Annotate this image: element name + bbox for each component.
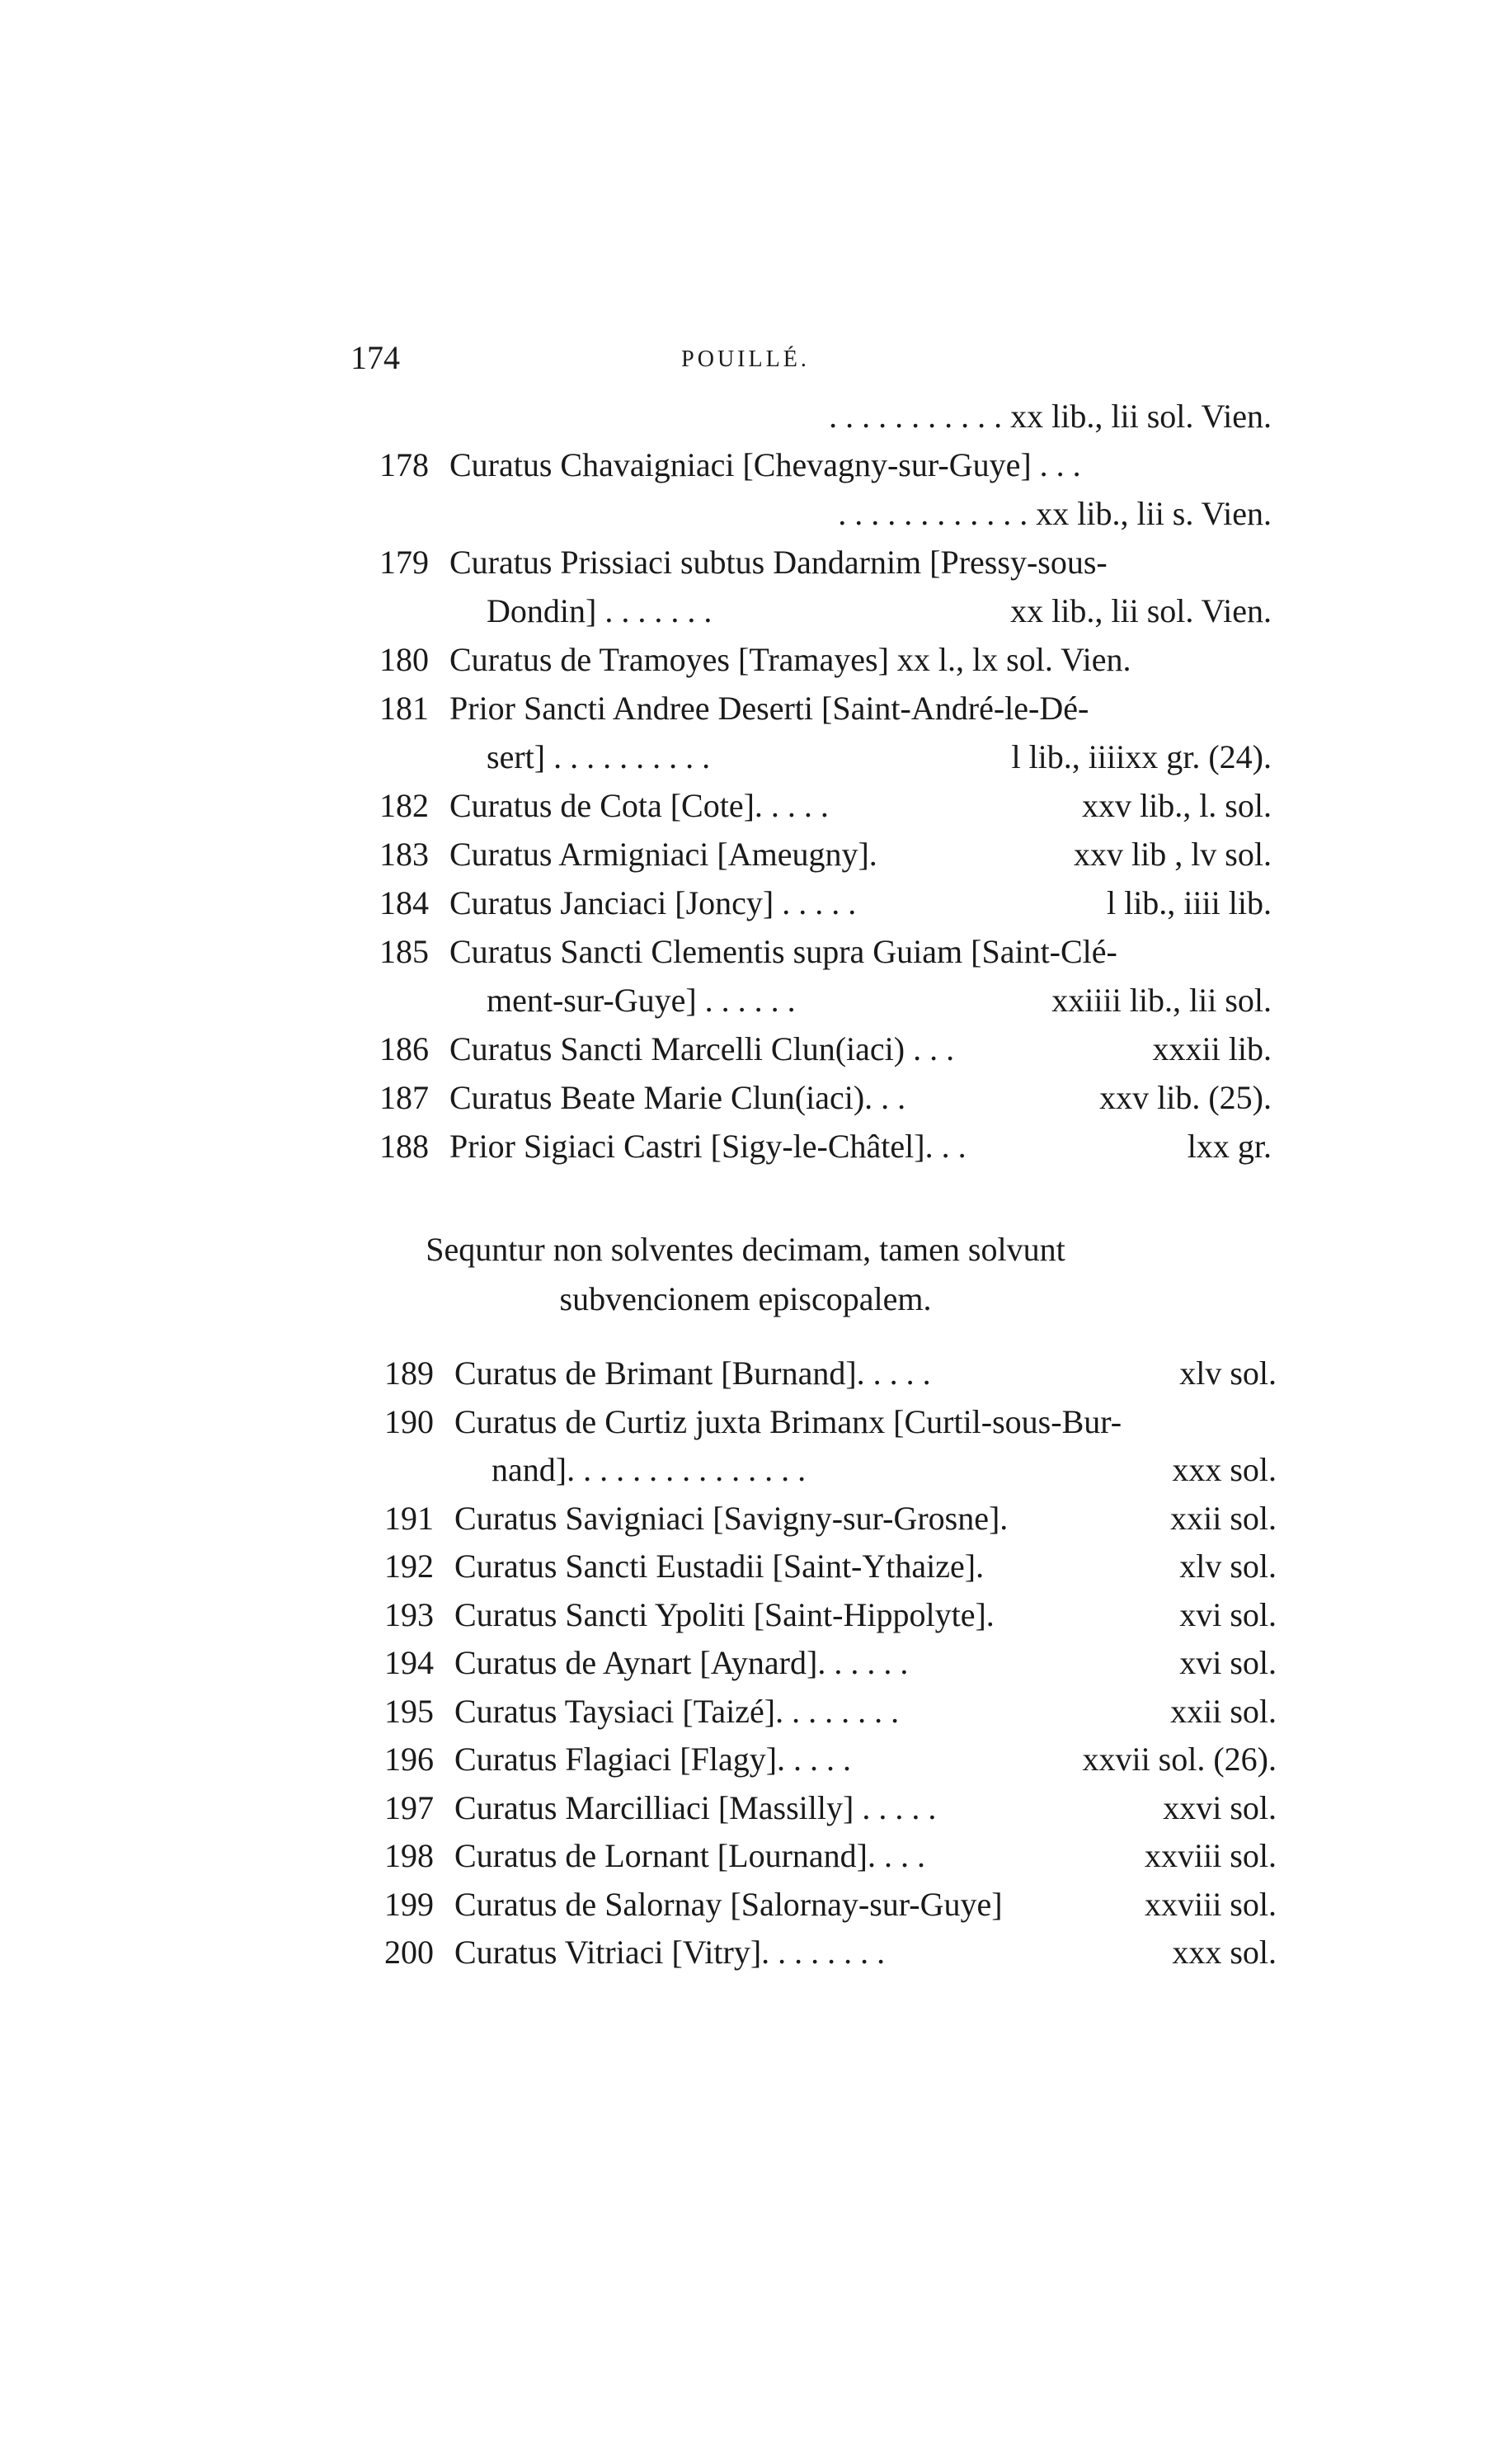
entry-line bbox=[379, 879, 1272, 928]
entry-amount: xxx sol. bbox=[1172, 1451, 1277, 1488]
entry-line bbox=[384, 1638, 1277, 1688]
entry-number: 183 bbox=[379, 836, 429, 873]
entry-line bbox=[379, 1073, 1272, 1123]
entry-number: 193 bbox=[384, 1595, 434, 1633]
entry-amount: xlv sol. bbox=[1179, 1548, 1277, 1585]
entry-line bbox=[384, 1397, 1277, 1447]
entry-number: 188 bbox=[379, 1128, 429, 1165]
running-title: POUILLÉ. bbox=[681, 346, 810, 372]
entry-text: Curatus Sancti Clementis supra Guiam [Saint-Clé- bbox=[449, 933, 1117, 970]
entry-number: 178 bbox=[379, 446, 429, 483]
entry-text: Curatus Taysiaci [Taizé]. . . . . . . . bbox=[454, 1692, 900, 1730]
entry-amount: xxv lib. (25). bbox=[1099, 1079, 1272, 1116]
entry-line bbox=[379, 441, 1272, 490]
entry-text: Dondin] . . . . . . . bbox=[487, 592, 713, 629]
entry-amount: xxiiii lib., lii sol. bbox=[1051, 982, 1272, 1019]
entry-line bbox=[379, 1122, 1272, 1171]
entry-number: 198 bbox=[384, 1837, 434, 1874]
entry-amount: xxvii sol. (26). bbox=[1082, 1741, 1277, 1778]
entry-text: Curatus Savigniaci [Savigny-sur-Grosne]. bbox=[454, 1499, 1009, 1537]
entry-text: Curatus Sancti Ypoliti [Saint-Hippolyte]. bbox=[454, 1595, 995, 1633]
entry-text: Curatus Marcilliaci [Massilly] . . . . . bbox=[454, 1788, 937, 1826]
entry-line bbox=[384, 1687, 1277, 1736]
entry-amount: l lib., iiii lib. bbox=[1106, 884, 1272, 921]
entry-line bbox=[384, 1542, 1277, 1591]
entry-line bbox=[379, 635, 1272, 685]
entry-amount: xxx sol. bbox=[1172, 1934, 1277, 1971]
entry-text: Curatus de Tramoyes [Tramayes] xx l., lx sol. Vien. bbox=[449, 641, 1131, 678]
entry-line bbox=[384, 1783, 1277, 1833]
entry-line bbox=[379, 684, 1272, 733]
entry-number: 199 bbox=[384, 1885, 434, 1923]
entry-number: 186 bbox=[379, 1030, 429, 1067]
entry-number: 179 bbox=[379, 544, 429, 581]
entry-line bbox=[384, 1494, 1277, 1543]
entry-line bbox=[379, 781, 1272, 831]
entry-line bbox=[384, 1880, 1277, 1929]
entry-line bbox=[379, 733, 1272, 782]
entry-number: 195 bbox=[384, 1692, 434, 1730]
entry-number: 200 bbox=[384, 1934, 434, 1971]
entry-line bbox=[379, 927, 1272, 977]
entry-text: Curatus Chavaigniaci [Chevagny-sur-Guye] . . . bbox=[449, 446, 1081, 483]
entry-line bbox=[379, 392, 1272, 441]
entry-number: 182 bbox=[379, 787, 429, 824]
entry-text: Curatus Vitriaci [Vitry]. . . . . . . . bbox=[454, 1934, 886, 1971]
entry-amount: lxx gr. bbox=[1187, 1128, 1272, 1165]
entry-amount: xxii sol. bbox=[1170, 1499, 1277, 1537]
entry-text: Curatus de Cota [Cote]. . . . . bbox=[449, 787, 829, 824]
entry-amount: xxvi sol. bbox=[1163, 1788, 1277, 1826]
entry-text: Curatus de Aynart [Aynard]. . . . . . bbox=[454, 1644, 909, 1681]
page-number: 174 bbox=[350, 339, 400, 376]
entry-line bbox=[379, 587, 1272, 636]
entry-line bbox=[379, 489, 1272, 539]
entry-number: 187 bbox=[379, 1079, 429, 1116]
entry-amount: xxii sol. bbox=[1170, 1692, 1277, 1730]
entry-amount: . . . . . . . . . . . . xx lib., lii s. Vien. bbox=[838, 495, 1272, 532]
entry-number: 181 bbox=[379, 690, 429, 727]
section-heading-line-2: subvencionem episcopalem. bbox=[559, 1280, 932, 1317]
entry-line bbox=[384, 1831, 1277, 1881]
entry-number: 180 bbox=[379, 641, 429, 678]
entry-amount: xlv sol. bbox=[1179, 1354, 1277, 1392]
entry-amount: xvi sol. bbox=[1179, 1595, 1277, 1633]
entry-line bbox=[379, 538, 1272, 587]
entry-text: Curatus Armigniaci [Ameugny]. bbox=[449, 836, 877, 873]
entry-number: 196 bbox=[384, 1741, 434, 1778]
entry-amount: xxv lib , lv sol. bbox=[1073, 836, 1272, 873]
entry-text: Curatus de Salornay [Salornay-sur-Guye] bbox=[454, 1885, 1003, 1923]
entry-line bbox=[379, 976, 1272, 1025]
entry-text: Curatus Sancti Marcelli Clun(iaci) . . . bbox=[449, 1030, 955, 1067]
entry-text: Curatus Janciaci [Joncy] . . . . . bbox=[449, 884, 857, 921]
entry-amount: xx lib., lii sol. Vien. bbox=[1010, 592, 1272, 629]
entry-text: Curatus de Curtiz juxta Brimanx [Curtil-sous-Bur- bbox=[454, 1402, 1122, 1440]
entry-number: 189 bbox=[384, 1354, 434, 1392]
entry-text: ment-sur-Guye] . . . . . . bbox=[487, 982, 796, 1019]
entry-line bbox=[379, 1025, 1272, 1074]
entry-line bbox=[384, 1445, 1277, 1495]
entry-text: Curatus Sancti Eustadii [Saint-Ythaize]. bbox=[454, 1548, 985, 1585]
entry-text: Curatus Beate Marie Clun(iaci). . . bbox=[449, 1079, 906, 1116]
entry-amount: xxxii lib. bbox=[1152, 1030, 1272, 1067]
entry-line bbox=[384, 1735, 1277, 1784]
entry-amount: xxviii sol. bbox=[1144, 1837, 1277, 1874]
entry-amount: l lib., iiiixx gr. (24). bbox=[1011, 738, 1272, 775]
entry-text: nand]. . . . . . . . . . . . . . . bbox=[492, 1451, 807, 1488]
entry-text: Curatus de Lornant [Lournand]. . . . bbox=[454, 1837, 925, 1874]
entry-number: 194 bbox=[384, 1644, 434, 1681]
entry-text: Curatus Flagiaci [Flagy]. . . . . bbox=[454, 1741, 852, 1778]
entry-amount: . . . . . . . . . . . xx lib., lii sol. Vien. bbox=[829, 398, 1272, 435]
entry-number: 191 bbox=[384, 1499, 434, 1537]
entry-line bbox=[384, 1349, 1277, 1398]
entry-line bbox=[384, 1928, 1277, 1977]
entry-amount: xvi sol. bbox=[1179, 1644, 1277, 1681]
entry-amount: xxv lib., l. sol. bbox=[1081, 787, 1272, 824]
entry-text: Curatus Prissiaci subtus Dandarnim [Pressy-sous- bbox=[449, 544, 1108, 581]
entry-number: 190 bbox=[384, 1402, 434, 1440]
entry-line bbox=[379, 830, 1272, 879]
entry-text: sert] . . . . . . . . . . bbox=[487, 738, 711, 775]
entry-line bbox=[384, 1590, 1277, 1640]
entry-text: Curatus de Brimant [Burnand]. . . . . bbox=[454, 1354, 931, 1392]
entry-number: 192 bbox=[384, 1548, 434, 1585]
entry-text: Prior Sigiaci Castri [Sigy-le-Châtel]. . . bbox=[449, 1128, 967, 1165]
entry-number: 185 bbox=[379, 933, 429, 970]
entry-number: 184 bbox=[379, 884, 429, 921]
entry-amount: xxviii sol. bbox=[1144, 1885, 1277, 1923]
entry-text: Prior Sancti Andree Deserti [Saint-André-le-Dé- bbox=[449, 690, 1089, 727]
section-heading-line-1: Sequntur non solventes decimam, tamen solvunt bbox=[426, 1231, 1065, 1268]
entry-number: 197 bbox=[384, 1788, 434, 1826]
